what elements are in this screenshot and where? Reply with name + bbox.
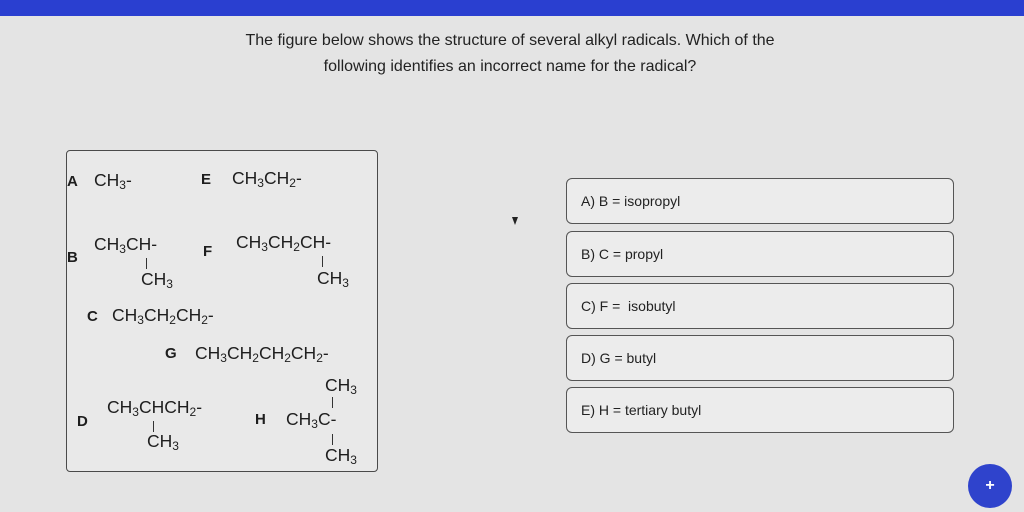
answer-option-c-label: C) F = isobutyl [581, 298, 676, 314]
answer-option-d[interactable] [566, 335, 954, 381]
radical-label-b: B [67, 249, 78, 266]
radical-e-formula: $CH_3CH_2-$ [232, 168, 302, 190]
radical-a-formula: $CH_3-$ [94, 170, 132, 192]
radical-d-branch: $CH_3$ [147, 431, 179, 453]
answer-option-a-label: A) B = isopropyl [581, 193, 681, 209]
radical-label-a: A [67, 173, 78, 190]
answer-option-b[interactable] [566, 231, 954, 277]
answer-option-e[interactable] [566, 387, 954, 433]
add-button[interactable] [968, 464, 1012, 508]
question-line-2: following identifies an incorrect name for the radical? [323, 58, 697, 75]
radical-label-g: G [165, 345, 177, 362]
top-bar [0, 0, 1024, 16]
radical-label-c: C [87, 308, 98, 325]
answer-option-b-label: B) C = propyl [581, 246, 664, 262]
plus-icon: + [985, 477, 995, 494]
radical-label-e: E [201, 171, 212, 188]
radical-c-formula: $CH_3CH_2CH_2-$ [112, 305, 214, 327]
radical-f-branch: $CH_3$ [317, 268, 349, 290]
radical-h-bottom: $CH_3$ [325, 445, 357, 467]
radical-f-formula: $CH_3CH_2CH-$ [236, 232, 332, 254]
radical-b-branch: $CH_3$ [141, 269, 173, 291]
radical-b-bond [146, 258, 147, 269]
question-line-1: The figure below shows the structure of several alkyl radicals. Which of the [245, 32, 775, 49]
radical-b-formula: $CH_3CH-$ [94, 234, 158, 256]
radical-label-h: H [255, 411, 266, 428]
answer-option-c[interactable] [566, 283, 954, 329]
radical-f-bond [322, 256, 323, 267]
mouse-pointer-icon [512, 217, 518, 225]
radical-label-f: F [203, 243, 213, 260]
radical-d-formula: $CH_3CHCH_2-$ [107, 397, 203, 419]
radical-h-bond-bottom [332, 434, 333, 445]
radical-g-formula: $CH_3CH_2CH_2CH_2-$ [195, 343, 329, 365]
radical-h-formula: $CH_3C-$ [286, 409, 337, 431]
radical-h-bond-top [332, 397, 333, 408]
answer-option-a[interactable] [566, 178, 954, 224]
alkyl-radicals-figure [66, 150, 378, 472]
question-text [150, 28, 870, 80]
answer-option-e-label: E) H = tertiary butyl [581, 402, 702, 418]
answer-option-d-label: D) G = butyl [581, 350, 657, 366]
radical-h-top: $CH_3$ [325, 375, 357, 397]
radical-label-d: D [77, 413, 88, 430]
